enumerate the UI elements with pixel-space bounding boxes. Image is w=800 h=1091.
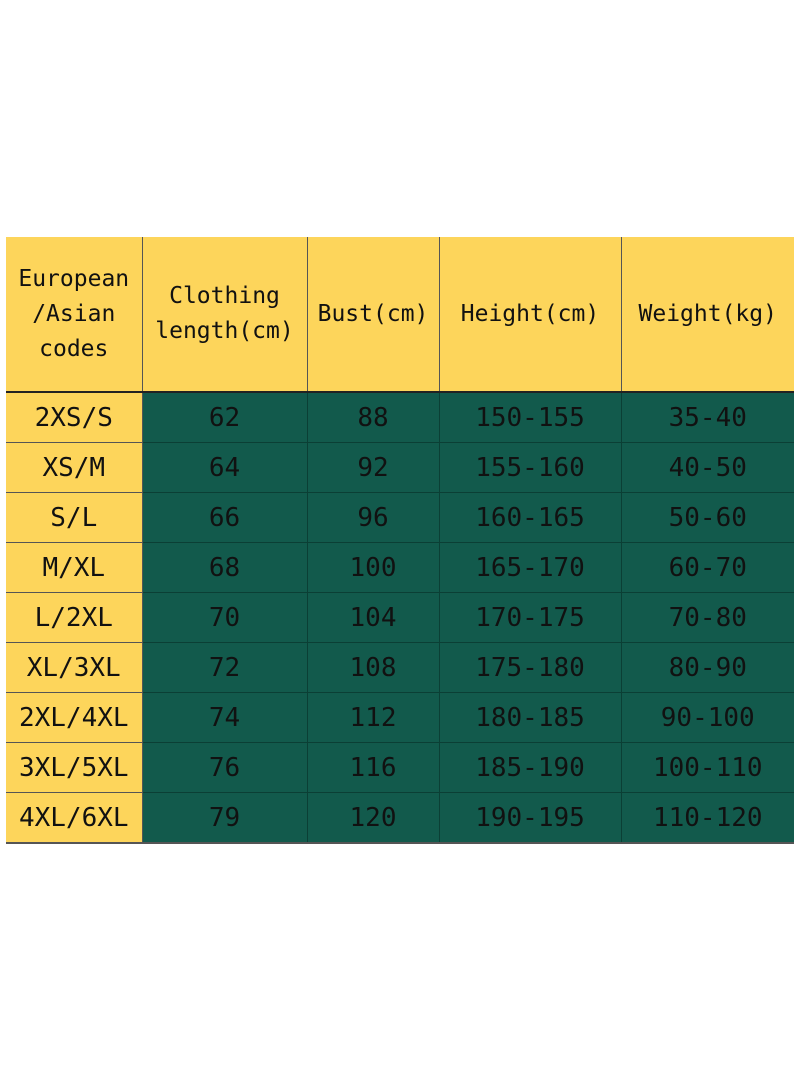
table-row <box>6 693 794 743</box>
clothing-length-cell: 64 <box>142 443 307 493</box>
height-cell: 180-185 <box>439 693 621 743</box>
clothing-length-cell: 68 <box>142 543 307 593</box>
bust-cell: 120 <box>307 793 439 844</box>
weight-cell: 80-90 <box>621 643 794 693</box>
size-code-cell: XL/3XL <box>6 643 142 693</box>
bust-cell: 116 <box>307 743 439 793</box>
size-code-cell: M/XL <box>6 543 142 593</box>
bust-cell: 96 <box>307 493 439 543</box>
table-row <box>6 593 794 643</box>
table-row <box>6 743 794 793</box>
table-header <box>6 237 794 392</box>
table-body <box>6 392 794 843</box>
height-cell: 170-175 <box>439 593 621 643</box>
clothing-length-cell: 74 <box>142 693 307 743</box>
size-code-cell: 2XS/S <box>6 392 142 443</box>
height-cell: 190-195 <box>439 793 621 844</box>
header-line: Height(cm) <box>460 300 600 327</box>
table-row <box>6 392 794 443</box>
bust-cell: 100 <box>307 543 439 593</box>
header-line: European <box>18 265 130 292</box>
size-code-cell: 3XL/5XL <box>6 743 142 793</box>
size-code-cell: 4XL/6XL <box>6 793 142 844</box>
header-line: Weight(kg) <box>638 300 777 327</box>
clothing-length-cell: 62 <box>142 392 307 443</box>
height-cell: 165-170 <box>439 543 621 593</box>
header-line: codes <box>39 335 109 362</box>
header-bust <box>307 237 439 392</box>
bust-cell: 112 <box>307 693 439 743</box>
weight-cell: 90-100 <box>621 693 794 743</box>
clothing-length-cell: 76 <box>142 743 307 793</box>
weight-cell: 60-70 <box>621 543 794 593</box>
bust-cell: 104 <box>307 593 439 643</box>
bust-cell: 92 <box>307 443 439 493</box>
height-cell: 150-155 <box>439 392 621 443</box>
height-cell: 175-180 <box>439 643 621 693</box>
size-chart-table <box>6 237 794 844</box>
header-line: length(cm) <box>155 318 294 344</box>
bust-cell: 88 <box>307 392 439 443</box>
height-cell: 185-190 <box>439 743 621 793</box>
table-row <box>6 543 794 593</box>
table-row <box>6 643 794 693</box>
size-code-cell: L/2XL <box>6 593 142 643</box>
header-height <box>439 237 621 392</box>
size-code-cell: S/L <box>6 493 142 543</box>
weight-cell: 70-80 <box>621 593 794 643</box>
size-code-cell: XS/M <box>6 443 142 493</box>
clothing-length-cell: 66 <box>142 493 307 543</box>
clothing-length-cell: 70 <box>142 593 307 643</box>
weight-cell: 110-120 <box>621 793 794 844</box>
table-row <box>6 493 794 543</box>
weight-cell: 40-50 <box>621 443 794 493</box>
header-line: /Asian <box>32 300 116 327</box>
size-code-cell: 2XL/4XL <box>6 693 142 743</box>
header-weight <box>621 237 794 392</box>
height-cell: 155-160 <box>439 443 621 493</box>
weight-cell: 100-110 <box>621 743 794 793</box>
bust-cell: 108 <box>307 643 439 693</box>
header-line: Clothing <box>169 283 280 309</box>
table-row <box>6 443 794 493</box>
weight-cell: 35-40 <box>621 392 794 443</box>
clothing-length-cell: 79 <box>142 793 307 844</box>
clothing-length-cell: 72 <box>142 643 307 693</box>
header-line: Bust(cm) <box>317 300 429 327</box>
header-row <box>6 237 794 392</box>
weight-cell: 50-60 <box>621 493 794 543</box>
header-european-asian-codes <box>6 237 142 392</box>
header-clothing-length <box>142 237 307 392</box>
height-cell: 160-165 <box>439 493 621 543</box>
table-row <box>6 793 794 844</box>
